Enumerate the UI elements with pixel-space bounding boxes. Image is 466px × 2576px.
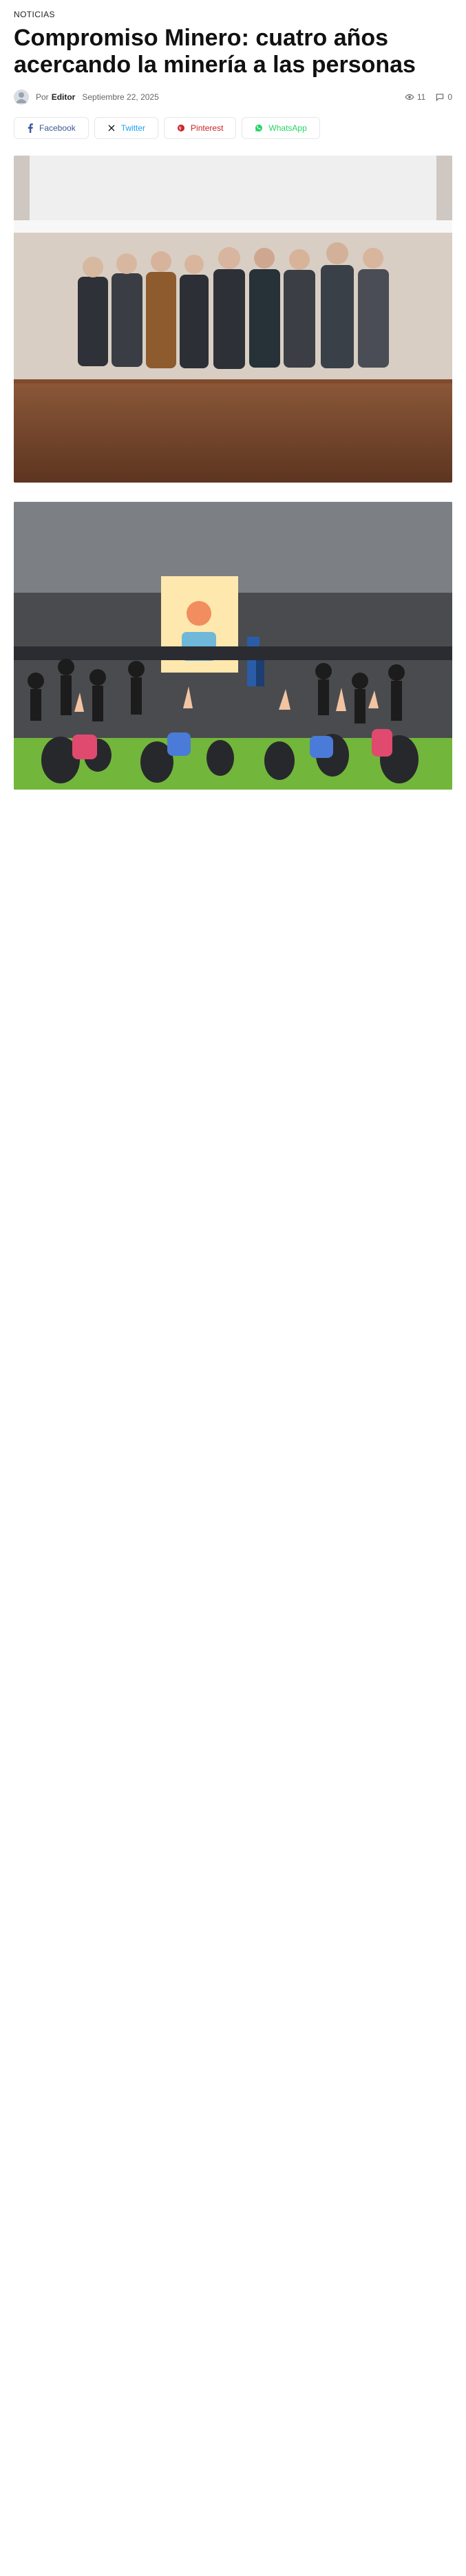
comments-stat[interactable] bbox=[435, 92, 452, 102]
views-count: 11 bbox=[416, 92, 426, 102]
author-meta bbox=[14, 89, 159, 105]
category-label[interactable]: NOTICIAS bbox=[14, 10, 55, 19]
share-twitter-button[interactable] bbox=[94, 117, 158, 139]
share-bar bbox=[14, 117, 452, 139]
pinterest-icon bbox=[177, 124, 185, 132]
eye-icon bbox=[405, 92, 414, 102]
share-twitter-label: Twitter bbox=[120, 123, 146, 133]
author-name[interactable]: Editor bbox=[51, 92, 76, 102]
share-whatsapp-label: WhatsApp bbox=[268, 123, 307, 133]
avatar[interactable] bbox=[14, 89, 29, 105]
author-byline bbox=[36, 92, 75, 102]
share-pinterest-label: Pinterest bbox=[191, 123, 224, 133]
page-title: Compromiso Minero: cuatro años acercando la minería a las personas bbox=[14, 25, 416, 78]
second-image bbox=[14, 502, 452, 790]
article-date: Septiembre 22, 2025 bbox=[82, 92, 159, 102]
share-facebook-label: Facebook bbox=[39, 123, 76, 133]
comment-icon bbox=[435, 92, 445, 102]
group-photo-image bbox=[14, 156, 452, 483]
x-icon bbox=[107, 124, 116, 132]
facebook-icon bbox=[27, 123, 34, 133]
hero-image bbox=[14, 156, 452, 483]
views-stat bbox=[405, 92, 425, 102]
comments-count: 0 bbox=[447, 92, 452, 102]
share-whatsapp-button[interactable] bbox=[242, 117, 319, 139]
share-pinterest-button[interactable] bbox=[164, 117, 236, 139]
whatsapp-icon bbox=[255, 124, 263, 132]
author-prefix: Por bbox=[36, 92, 49, 102]
share-facebook-button[interactable] bbox=[14, 117, 89, 139]
user-icon bbox=[14, 89, 29, 105]
article-meta bbox=[14, 89, 452, 105]
stats-meta bbox=[405, 92, 452, 102]
auditorium-photo-image bbox=[14, 502, 452, 790]
